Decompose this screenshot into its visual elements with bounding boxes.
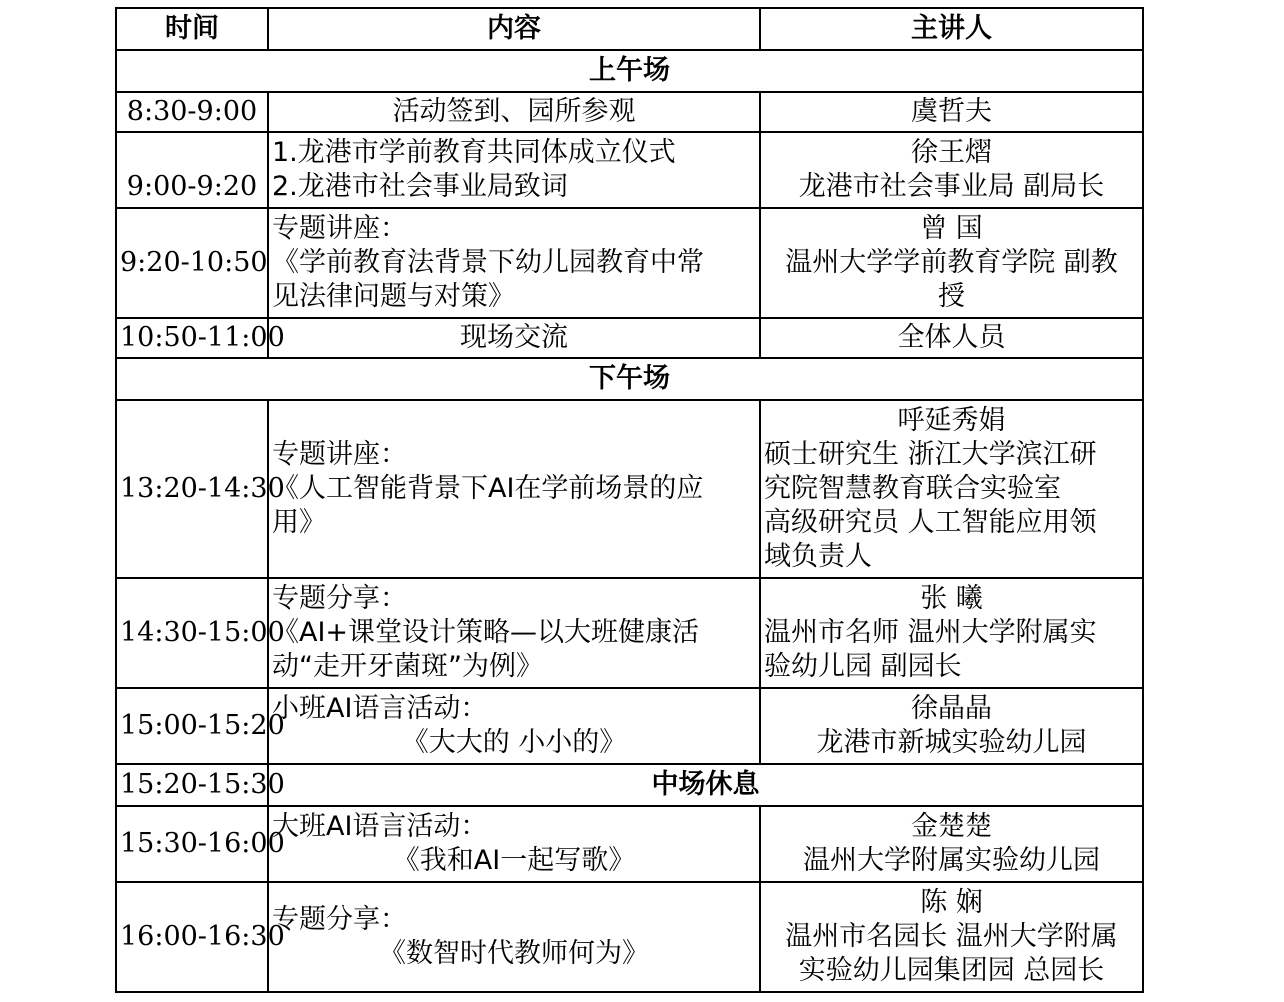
session-title-morning: 上午场 bbox=[116, 50, 1143, 92]
time-cell: 8:30-9:00 bbox=[116, 92, 268, 132]
content-line: 动“走开牙菌斑”为例》 bbox=[272, 651, 543, 682]
content-line: 《人工智能背景下AI在学前场景的应 bbox=[272, 473, 704, 504]
speaker-name: 曾 国 bbox=[920, 213, 983, 244]
speaker-title: 温州大学学前教育学院 副教 bbox=[785, 247, 1118, 278]
content-cell bbox=[268, 578, 760, 688]
content-line: 见法律问题与对策》 bbox=[272, 281, 515, 312]
header-content: 内容 bbox=[268, 8, 760, 50]
table-row bbox=[116, 400, 1143, 578]
speaker-title: 温州市名师 温州大学附属实 bbox=[764, 617, 1097, 648]
session-title-afternoon: 下午场 bbox=[116, 358, 1143, 400]
speaker-title: 域负责人 bbox=[764, 541, 872, 572]
content-line: 《我和AI一起写歌》 bbox=[392, 845, 636, 876]
table-row bbox=[116, 688, 1143, 764]
speaker-title: 硕士研究生 浙江大学滨江研 bbox=[764, 439, 1097, 470]
content-cell bbox=[268, 132, 760, 208]
speaker-cell bbox=[760, 578, 1143, 688]
table-row bbox=[116, 806, 1143, 882]
speaker-cell bbox=[760, 882, 1143, 992]
content-cell bbox=[268, 400, 760, 578]
time-cell: 10:50-11:00 bbox=[116, 318, 268, 358]
speaker-cell bbox=[760, 92, 1143, 132]
speaker-title: 龙港市新城实验幼儿园 bbox=[816, 727, 1087, 758]
speaker-cell bbox=[760, 806, 1143, 882]
content-line: 专题讲座： bbox=[272, 213, 407, 244]
content-cell bbox=[268, 688, 760, 764]
speaker-name: 虞哲夫 bbox=[911, 96, 992, 127]
content-line: 《大大的 小小的》 bbox=[401, 727, 627, 758]
table-row bbox=[116, 882, 1143, 992]
table-row bbox=[116, 92, 1143, 132]
speaker-name: 徐晶晶 bbox=[911, 693, 992, 724]
content-line: 专题分享： bbox=[272, 904, 407, 935]
content-line: 用》 bbox=[272, 507, 326, 538]
time-cell: 15:30-16:00 bbox=[116, 806, 268, 882]
content-line: 现场交流 bbox=[460, 322, 568, 353]
speaker-title: 龙港市社会事业局 副局长 bbox=[798, 171, 1105, 202]
content-line: 《学前教育法背景下幼儿园教育中常 bbox=[272, 247, 704, 278]
speaker-cell bbox=[760, 318, 1143, 358]
speaker-name: 呼延秀娟 bbox=[897, 405, 1006, 436]
time-cell: 15:20-15:30 bbox=[116, 764, 268, 806]
speaker-name: 金楚楚 bbox=[911, 811, 992, 842]
content-line: 《AI+课堂设计策略—以大班健康活 bbox=[272, 617, 700, 648]
content-line: 专题分享： bbox=[272, 583, 407, 614]
table-row bbox=[116, 208, 1143, 318]
speaker-cell bbox=[760, 688, 1143, 764]
speaker-name: 全体人员 bbox=[897, 322, 1006, 353]
content-line: 1.龙港市学前教育共同体成立仪式 bbox=[272, 137, 676, 168]
content-cell bbox=[268, 208, 760, 318]
session-row-morning bbox=[116, 50, 1143, 92]
schedule-table bbox=[115, 7, 1144, 993]
content-line: 2.龙港市社会事业局致词 bbox=[272, 171, 568, 202]
time-cell: 15:00-15:20 bbox=[116, 688, 268, 764]
table-row bbox=[116, 578, 1143, 688]
table-row bbox=[116, 132, 1143, 208]
speaker-title: 究院智慧教育联合实验室 bbox=[764, 473, 1061, 504]
content-cell bbox=[268, 882, 760, 992]
speaker-name: 陈 娴 bbox=[920, 887, 983, 918]
speaker-cell bbox=[760, 400, 1143, 578]
speaker-title: 温州大学附属实验幼儿园 bbox=[803, 845, 1100, 876]
speaker-title: 授 bbox=[938, 281, 965, 312]
speaker-cell bbox=[760, 208, 1143, 318]
content-line: 《数智时代教师何为》 bbox=[379, 938, 649, 969]
speaker-cell bbox=[760, 132, 1143, 208]
content-line: 小班AI语言活动： bbox=[272, 693, 488, 724]
header-speaker: 主讲人 bbox=[760, 8, 1143, 50]
speaker-name: 张 曦 bbox=[920, 583, 983, 614]
content-line: 专题讲座： bbox=[272, 439, 407, 470]
time-cell: 14:30-15:00 bbox=[116, 578, 268, 688]
content-line: 活动签到、园所参观 bbox=[392, 96, 636, 127]
speaker-title: 实验幼儿园集团园 总园长 bbox=[798, 955, 1105, 986]
time-cell: 9:20-10:50 bbox=[116, 208, 268, 318]
table-row bbox=[116, 764, 1143, 806]
break-label: 中场休息 bbox=[268, 764, 1143, 806]
time-cell: 13:20-14:30 bbox=[116, 400, 268, 578]
header-row bbox=[116, 8, 1143, 50]
content-cell bbox=[268, 92, 760, 132]
time-text: 9:00-9:20 bbox=[126, 171, 258, 202]
speaker-title: 高级研究员 人工智能应用领 bbox=[764, 507, 1097, 538]
content-line: 大班AI语言活动： bbox=[272, 811, 488, 842]
content-cell bbox=[268, 318, 760, 358]
speaker-name: 徐王熠 bbox=[911, 137, 992, 168]
table-row bbox=[116, 318, 1143, 358]
session-row-afternoon bbox=[116, 358, 1143, 400]
content-cell bbox=[268, 806, 760, 882]
header-time: 时间 bbox=[116, 8, 268, 50]
time-cell: 16:00-16:30 bbox=[116, 882, 268, 992]
time-cell bbox=[116, 132, 268, 208]
speaker-title: 温州市名园长 温州大学附属 bbox=[785, 921, 1118, 952]
speaker-title: 验幼儿园 副园长 bbox=[764, 651, 962, 682]
